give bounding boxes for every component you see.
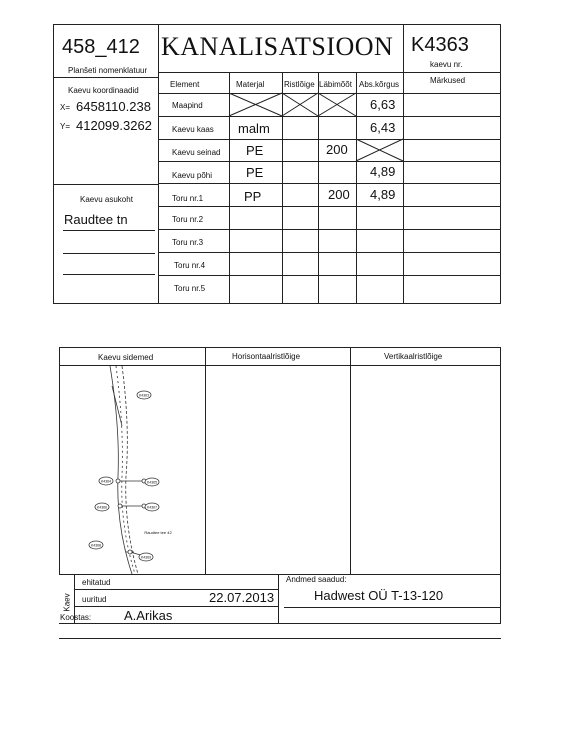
col-header-height: Abs.kõrgus	[359, 80, 400, 89]
map-text: Raudtee tee 42	[144, 530, 172, 535]
coordinates-label: Kaevu koordinaadid	[68, 86, 139, 95]
map-label: K4367	[146, 505, 158, 510]
row-element: Toru nr.3	[172, 238, 204, 247]
row-height: 4,89	[370, 187, 396, 202]
well-id: K4363	[411, 34, 469, 56]
map-label: K4365	[146, 480, 158, 485]
well-label: kaevu nr.	[430, 60, 463, 69]
sheet-label: Planšeti nomenklatuur	[68, 66, 148, 75]
map-label: K4363	[138, 393, 150, 398]
built-label: ehitatud	[82, 578, 111, 587]
map-label: K4369	[140, 555, 152, 560]
row-element: Toru nr.2	[172, 215, 204, 224]
row-height: 4,89	[370, 164, 396, 179]
measured-date: 22.07.2013	[209, 590, 275, 605]
row-height: 6,63	[370, 97, 396, 112]
connection-map	[60, 366, 205, 574]
location-value: Raudtee tn	[64, 212, 128, 227]
row-element: Toru nr.1	[172, 194, 204, 203]
map-label: K4366	[96, 505, 108, 510]
col-header-diameter: Läbimõõt	[319, 80, 352, 89]
x-coordinate: 6458110.238	[76, 99, 151, 114]
data-from-label: Andmed saadud:	[286, 575, 347, 584]
author-value: A.Arikas	[124, 608, 173, 623]
col-header-element: Element	[170, 80, 200, 89]
side-label: Kaev	[62, 593, 72, 612]
col-vertical-section: Vertikaalristlõige	[384, 352, 443, 361]
row-element: Toru nr.5	[174, 284, 206, 293]
row-element: Kaevu kaas	[172, 125, 214, 134]
row-material: PP	[244, 189, 262, 204]
row-element: Maapind	[172, 101, 203, 110]
row-material: PE	[246, 143, 264, 158]
col-header-notes: Märkused	[430, 76, 466, 85]
measured-label: uuritud	[82, 595, 107, 604]
col-kaevu-sidemed: Kaevu sidemed	[98, 353, 154, 362]
row-element: Toru nr.4	[174, 261, 206, 270]
col-header-cross: Ristlõige	[284, 80, 315, 89]
col-header-material: Materjal	[236, 80, 265, 89]
row-material: malm	[238, 121, 270, 136]
row-height: 6,43	[370, 120, 396, 135]
map-label: K4364	[100, 479, 112, 484]
row-element: Kaevu seinad	[172, 148, 221, 157]
row-material: PE	[246, 165, 264, 180]
y-prefix: Y=	[60, 122, 71, 131]
row-diameter: 200	[326, 142, 348, 157]
x-prefix: X=	[60, 103, 71, 112]
location-label: Kaevu asukoht	[80, 195, 133, 204]
author-label: Koostas:	[60, 613, 92, 622]
row-diameter: 200	[328, 187, 350, 202]
page-title: KANALISATSIOON	[161, 32, 394, 61]
map-label: K4368	[90, 543, 102, 548]
row-element: Kaevu põhi	[172, 171, 213, 180]
col-horizontal-section: Horisontaalristlõige	[232, 352, 301, 361]
y-coordinate: 412099.3262	[76, 118, 152, 133]
sheet-number: 458_412	[62, 36, 140, 58]
data-from-value: Hadwest OÜ T-13-120	[314, 588, 444, 603]
